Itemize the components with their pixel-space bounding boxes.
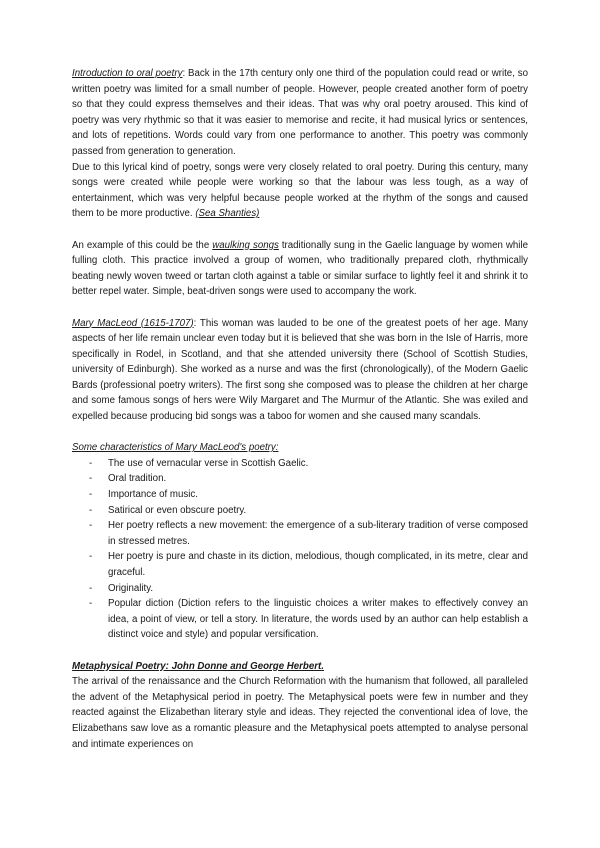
intro-paragraph bbox=[72, 66, 528, 160]
waulking-text: traditionally sung in the Gaelic language by women while fulling cloth. This practice involved a group of women, who traditionally prepared cloth, rhythmically beating newly woven tweed or tartan cloth against a table or similar surface to lightly feel it and shrink it to better repel water. Simple, beat-driven songs were used to accompany the work. bbox=[72, 239, 528, 298]
macleod-paragraph bbox=[72, 316, 528, 425]
macleod-colon: : bbox=[193, 317, 197, 329]
waulking-prefix: An example of this could be the bbox=[72, 239, 213, 251]
list-item-text: Her poetry is pure and chaste in its diction, melodious, though complicated, in its metre, clear and graceful. bbox=[108, 551, 528, 578]
list-item bbox=[72, 549, 528, 580]
list-item bbox=[72, 456, 528, 472]
waulking-term: waulking songs bbox=[212, 239, 279, 251]
spacer bbox=[72, 425, 528, 441]
list-item-text: Her poetry reflects a new movement: the emergence of a sub-literary tradition of verse composed in stressed metres. bbox=[108, 520, 528, 547]
sea-shanties-link[interactable]: (Sea Shanties) bbox=[195, 208, 260, 220]
list-item-text: Satirical or even obscure poetry. bbox=[108, 504, 247, 516]
document-page bbox=[72, 66, 528, 752]
macleod-heading: Mary MacLeod (1615-1707) bbox=[72, 317, 194, 329]
metaphysical-heading: Metaphysical Poetry: John Donne and George Herbert bbox=[72, 660, 322, 672]
list-item bbox=[72, 596, 528, 643]
bullet-dash: - bbox=[89, 504, 93, 516]
spacer bbox=[72, 300, 528, 316]
bullet-dash: - bbox=[89, 598, 93, 610]
intro-text-2: Due to this lyrical kind of poetry, songs were very closely related to oral poetry. During this century, many songs were created while people were working so that the labour was less tough, as a way of entertainment, which was very helpful because people worked at the rhythm of the songs and caused them to be more productive. bbox=[72, 161, 528, 220]
list-item-text: Popular diction (Diction refers to the linguistic choices a writer makes to effectively convey an idea, a point of view, or tell a story. In literature, the words used by an author can help establish a distinct voice and style) and popular versification. bbox=[108, 598, 528, 641]
waulking-paragraph bbox=[72, 238, 528, 300]
metaphysical-heading-line bbox=[72, 659, 528, 675]
intro-heading: Introduction to oral poetry bbox=[72, 68, 183, 79]
list-item bbox=[72, 487, 528, 503]
intro-colon: : bbox=[182, 68, 186, 79]
characteristics-heading-line bbox=[72, 440, 528, 456]
characteristics-heading: Some characteristics of Mary MacLeod's poetry bbox=[72, 442, 276, 454]
spacer bbox=[72, 643, 528, 659]
list-item bbox=[72, 471, 528, 487]
list-item bbox=[72, 503, 528, 519]
list-item-text: Oral tradition. bbox=[108, 473, 167, 485]
list-item bbox=[72, 518, 528, 549]
bullet-dash: - bbox=[89, 520, 93, 532]
bullet-dash: - bbox=[89, 489, 93, 501]
bullet-dash: - bbox=[89, 582, 93, 594]
metaphysical-paragraph bbox=[72, 674, 528, 752]
macleod-text: This woman was lauded to be one of the greatest poets of her age. Many aspects of her life remain unclear even today but it is believed that she was born in the Isle of Harris, more specifically in Rodel, in Scotland, and that she attended university there (School of Scottish Studies, university of Edinburgh). She worked as a nurse and was the first (chronologically), of the Modern Gaelic Bards (professional poetry writers). The first song she composed was to please the children at her charge and some famous songs of hers were Wily Margaret and The Murmur of the Atlantic. She was exiled and expelled because producing bid songs was a taboo for women and she caused many scandals. bbox=[72, 317, 528, 423]
list-item-text: Importance of music. bbox=[108, 489, 198, 501]
intro-text: Back in the 17th century only one third of the population could read or write, so written poetry was limited for a small number of people. However, people created another form of poetry so that they could express themselves and their ideas. That was why oral poetry aroused. This kind of poetry was very rhythmic so that it was easier to memorise and recite, it had musical lyrics or sentences, and lots of repetitions. Words could vary from one performance to another. This poetry was commonly passed from generation to generation. bbox=[72, 68, 528, 157]
characteristics-list bbox=[72, 456, 528, 643]
intro-paragraph-2 bbox=[72, 160, 528, 222]
list-item-text: Originality. bbox=[108, 582, 154, 594]
bullet-dash: - bbox=[89, 473, 93, 485]
bullet-dash: - bbox=[89, 457, 93, 469]
bullet-dash: - bbox=[89, 551, 93, 563]
metaphysical-period: . bbox=[321, 660, 324, 672]
metaphysical-text: The arrival of the renaissance and the Church Reformation with the humanism that followed, all paralleled the advent of the Metaphysical period in poetry. The Metaphysical poets were few in number and they reacted against the Elizabethan literary style and ideas. They rejected the conventional idea of love, the Elizabethans saw love as a romantic pleasure and the Metaphysical poets attempted to analyse personal and intimate experiences on bbox=[72, 676, 528, 750]
spacer bbox=[72, 222, 528, 238]
list-item-text: The use of vernacular verse in Scottish Gaelic. bbox=[108, 457, 309, 469]
characteristics-colon: : bbox=[275, 442, 279, 454]
list-item bbox=[72, 581, 528, 597]
